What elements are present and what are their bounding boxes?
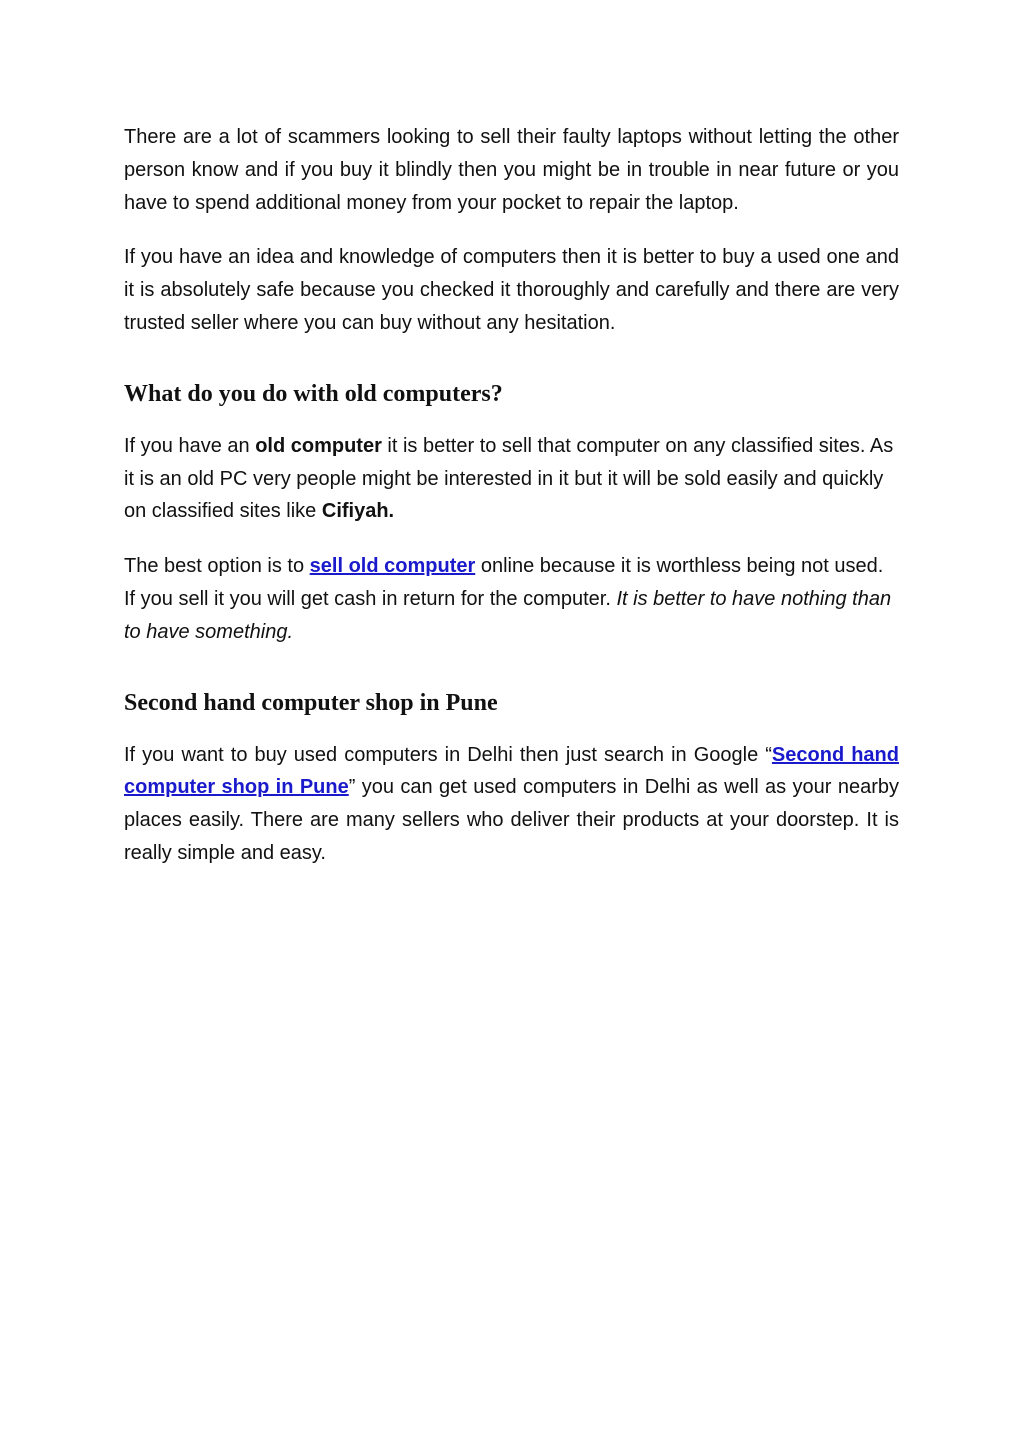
text-segment: The best option is to bbox=[124, 555, 310, 578]
text-segment: ” you can get used computers in Delhi as well as your nearby places easily. There are many sellers who deliver their products at your doorstep. It is really simple and easy. bbox=[124, 776, 899, 864]
heading-second-hand-shop: Second hand computer shop in Pune bbox=[124, 689, 498, 716]
bold-old-computer: old computer bbox=[255, 434, 382, 457]
link-second-hand-shop-pune[interactable]: Second hand computer shop in Pune bbox=[124, 743, 899, 799]
text-segment: If you want to buy used computers in Delhi then just search in Google “ bbox=[124, 743, 772, 766]
heading-old-computers: What do you do with old computers? bbox=[124, 380, 503, 407]
italic-quote: It is better to have nothing than to have something. bbox=[124, 587, 892, 643]
paragraph-sell-classified bbox=[124, 430, 899, 528]
text-segment: If you have an bbox=[124, 434, 256, 457]
paragraph-search-google bbox=[124, 739, 899, 870]
text-segment: online because it is worthless being not used. If you sell it you will get cash in return for the computer. bbox=[124, 555, 884, 610]
document-body bbox=[124, 121, 899, 892]
paragraph-best-option bbox=[124, 550, 899, 648]
bold-brand-cifiyah: Cifiyah. bbox=[321, 500, 395, 523]
link-sell-old-computer[interactable]: sell old computer bbox=[309, 555, 476, 578]
paragraph-used-computers: If you have an idea and knowledge of computers then it is better to buy a used one and it is absolutely safe because you checked it thoroughly and carefully and there are very trusted seller where you can buy without any hesitation. bbox=[124, 246, 899, 334]
text-segment: it is better to sell that computer on any classified sites. As it is an old PC very people might be interested in it but it will be sold easily and quickly on classified sites like bbox=[124, 434, 894, 523]
paragraph-scammers: There are a lot of scammers looking to sell their faulty laptops without letting the other person know and if you buy it blindly then you might be in trouble in near future or you have to spend additional money from your pocket to repair the laptop. bbox=[124, 126, 899, 214]
